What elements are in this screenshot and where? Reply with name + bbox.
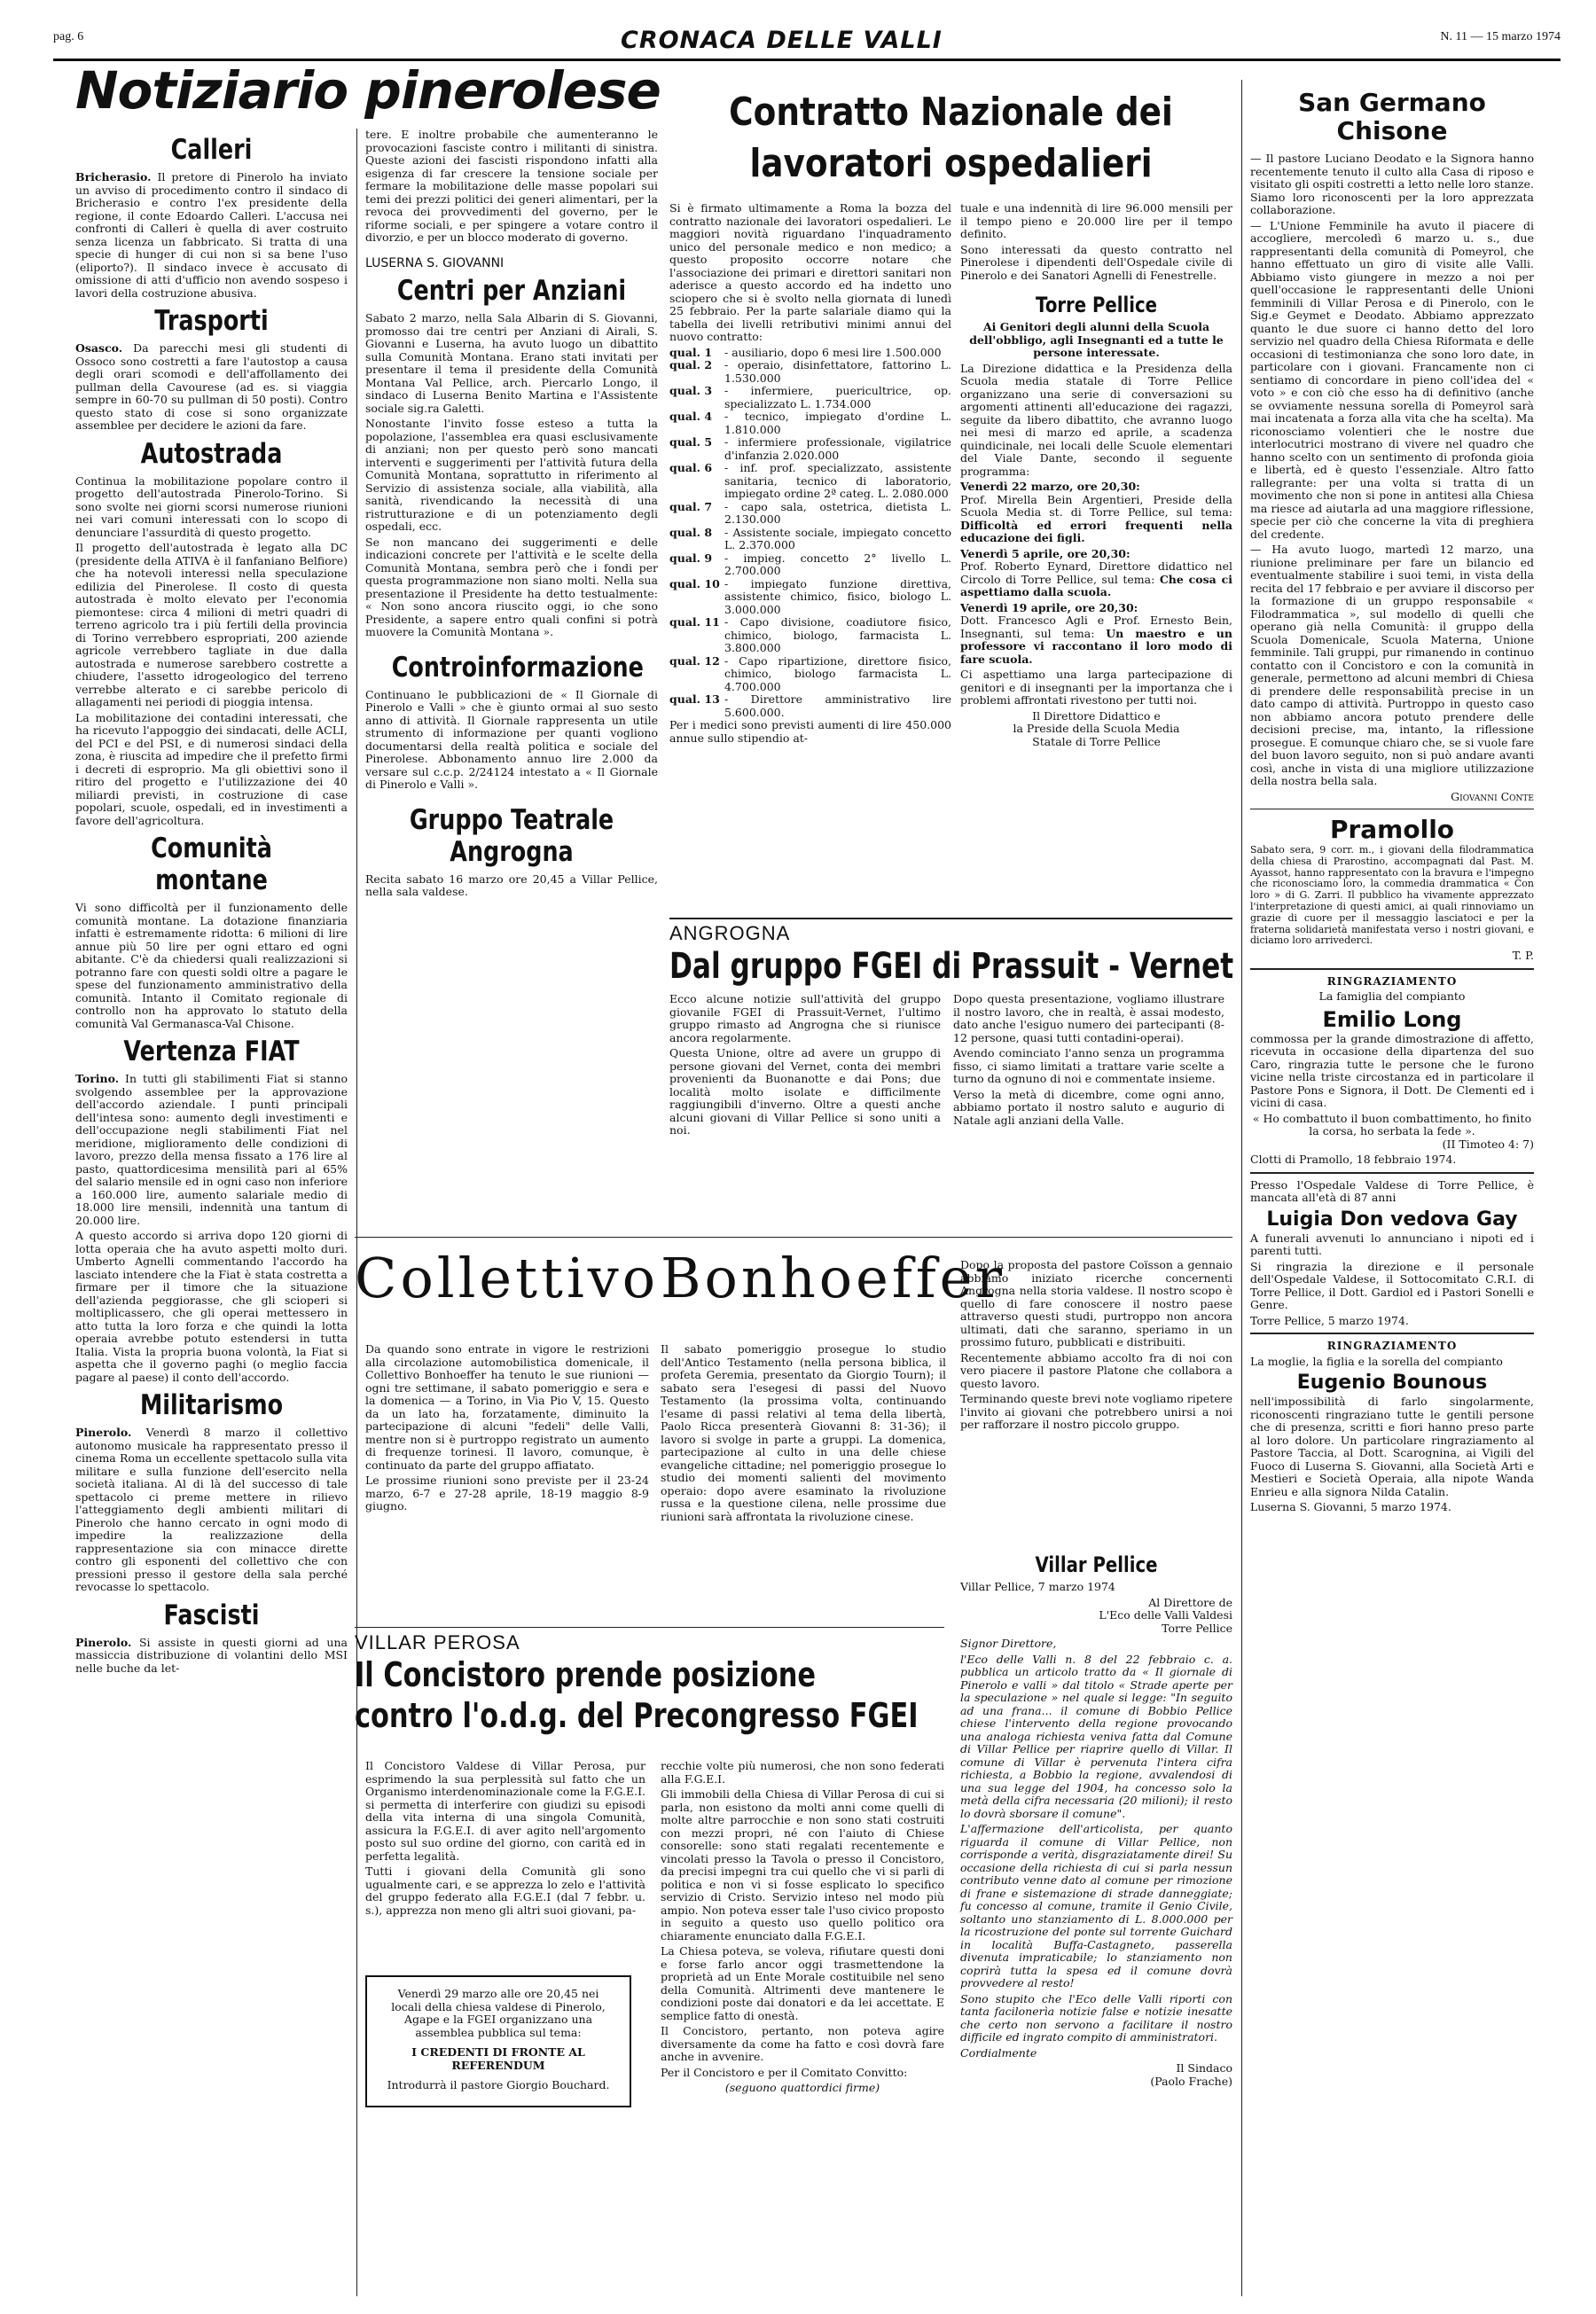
notice-tag: RINGRAZIAMENTO (1326, 1340, 1458, 1353)
divider (355, 1627, 944, 1628)
article-paragraph: Verso la metà di dicembre, come ogni anno, abbiamo portato il nostro saluto e augurio di Natale agli anziani della Valle. (953, 1087, 1224, 1127)
section-title: Notiziario pinerolese (75, 60, 661, 121)
article-paragraph: L'affermazione dell'articolista, per quanto riguarda il comune di Villar Pellice, non corrisponde a verità, disgraziatamente direi! Su occasione della richiesta di cui si parla nessun contributo venne dato al comune per rimozione di frane e sistemazione di strade danneggiate; fu concesso al comune, tramite il Genio Civile, soltanto uno stanziamento di L. 8.000.000 per la ricostruzione del ponte sul torrente Guichard in località Buffa-Castagneto, passerella divenuta impraticabile; lo stanziamento non coprirà tutta la spesa ed il comune dovrà provvedere al resto! (960, 1822, 1232, 1990)
qualification-level: qual. 10 (669, 576, 720, 590)
article-bonhoeffer-b (661, 1343, 946, 1645)
qualification-row (669, 616, 951, 655)
article-paragraph: nell'impossibilità di farlo singolarmente, riconoscenti ringraziano tutte le gentili persone che di presenza, scritti e fiori hanno preso parte al loro dolore. Un particolare ringraziamento al Pastore Taccia, al Dott. Scarognina, ai Vigili del Fuoco di Luserna S. Giovanni, alla Società Arti e Mestieri e Società Operaia, alla nipote Wanda Enrieu e alla signora Nilda Catalin. (1250, 1395, 1534, 1498)
heading-line: contro l'o.d.g. del Precongresso FGEI (355, 1696, 919, 1735)
qualification-detail: - Capo ripartizione, direttore fisico, chimico, biologo farmacista L. 4.700.000 (724, 653, 951, 693)
notice-tag: RINGRAZIAMENTO (1326, 974, 1458, 988)
divider (669, 918, 1232, 919)
headline-villarperosa (355, 1631, 944, 1751)
heading-controinfo: Controinformazione (391, 651, 644, 684)
article-contratto-b (960, 202, 1232, 916)
qualification-level: qual. 11 (669, 615, 720, 629)
article-paragraph: recchie volte più numerosi, che non sono federati alla F.G.E.I. (661, 1759, 944, 1786)
article-angrogna-cont (960, 1259, 1232, 1543)
page-number: pag. 6 (53, 30, 84, 43)
article-paragraph: A funerali avvenuti lo annunciano i nipoti ed i parenti tutti. (1250, 1231, 1534, 1258)
qualification-level: qual. 12 (669, 653, 720, 668)
notice-place: Clotti di Pramollo, 18 febbraio 1974. (1250, 1153, 1457, 1167)
notice-place: Torre Pellice, 5 marzo 1974. (1250, 1313, 1409, 1327)
article-intro: Ai Genitori degli alunni della Scuola dell'obbligo, agli Insegnanti ed a tutte le persone interessate. (969, 320, 1224, 359)
notice-intro: La famiglia del compianto (1318, 989, 1466, 1004)
signature: Statale di Torre Pellice (1032, 734, 1161, 748)
article-paragraph: Da quando sono entrate in vigore le restrizioni alla circolazione automobilistica domenicale, il Collettivo Bonhoeffer ha tenuto le sue riunioni — ogni tre settimane, il sabato pomeriggio e sera e la domenica — a Torino, in Via Pio V, 15. Questo da un lato ha, forzatamente, diminuito la partecipazione di alcuni "fedeli" delle Valli, mentre non si è purtroppo registrato un aumento di frequenze torinesi. Il lavoro, comunque, è continuato da parte del gruppo affiatato. (365, 1342, 649, 1472)
paper-name: CRONACA DELLE VALLI (621, 27, 943, 54)
qualification-row (669, 501, 951, 527)
issue-date: N. 11 — 15 marzo 1974 (1440, 30, 1561, 43)
article-paragraph: La Direzione didattica e la Presidenza della Scuola media statale di Torre Pellice organizzano una serie di conversazioni su argomenti attinenti all'educazione dei ragazzi, seguite da libero dibattito, che avranno luogo nei mesi di marzo ed aprile, a scadenza quindicinale, nei locali delle Scuole elementari del Viale Dante, secondo il seguente programma: (960, 361, 1232, 478)
article-trasporti: Osasco. Da parecchi mesi gli studenti di Ossoco sono costretti a fare l'autostop a causa degli orari scomodi e dell'affollamento dei pullman della Cavourese (ad es. si viaggia sempre in 60-70 su pullman di 50 posti). Contro questo stato di cose si sono organizzate assemblee per decidere le azioni da fare. (75, 341, 348, 432)
column-rule (1241, 80, 1242, 2296)
article-villarperosa-b (661, 1760, 944, 2301)
qualification-row (669, 693, 951, 719)
qualification-level: qual. 4 (669, 410, 713, 423)
qualification-level: qual. 2 (669, 358, 713, 371)
article-paragraph: Sono stupito che l'Eco delle Valli riporti con tanta facilonerìa notizie false e notizie inesatte che certo non servono a facilitare il nostro difficile ed ingrato compito di amministratori. (960, 1991, 1232, 2044)
column-1 (75, 129, 348, 2301)
qualification-level: qual. 9 (669, 551, 713, 565)
notice-name: Eugenio Bounous (1296, 1372, 1488, 1395)
article-paragraph: Si ringrazia la direzione e il personale dell'Ospedale Valdese, il Sottocomitato C.R.I. di Torre Pellice, il Dott. Gardiol ed i Pastori Sonelli e Genre. (1250, 1259, 1534, 1312)
column-rule (356, 129, 357, 2296)
article-villarperosa-a (365, 1760, 645, 1964)
qualification-level: qual. 6 (669, 461, 713, 474)
qualification-detail: - tecnico, impiegato d'ordine L. 1.810.000 (724, 410, 951, 436)
heading-autostrada: Autostrada (140, 437, 283, 470)
heading-part: Bonhoeffer (661, 1246, 1005, 1310)
heading-angrogna: Dal gruppo FGEI di Prassuit - Vernet (669, 946, 1234, 987)
article-paragraph: Gli immobili della Chiesa di Villar Perosa di cui si parla, non esistono da molti anni come quelli di molte altre parrocchie e non sono stati costruiti con mezzi propri, né con l'aiuto di Chiese consorelle: sono stati regalati recentemente e vincolati presso la Tavola o presso il Concistoro, da precisi impegni tra cui quello che vi si parli di politica e non vi si fosse esplicato lo specifico servizio di Cristo. Servizio inteso nel modo più ampio. Non poteva esser tale l'uso civico proposto in seguito a questo uso quello politico ora chiaramente enunciato dalla F.G.E.I. (661, 1787, 944, 1943)
article-paragraph: tere. E inoltre probabile che aumenteranno le provocazioni fasciste contro i militanti di sinistra. Queste azioni dei fascisti rispondono infatti alla esigenza di far crescere la tensione sociale per fermare la mobilitazione delle masse popolari sui temi dei prezzi politici dei generi alimentari, per la revoca dei provvedimenti del governo, per le riforme sociali, e per spingere a votare contro il divorzio, e per un blocco moderato di governo. (365, 128, 658, 244)
heading-comunita: Comunità montane (151, 833, 272, 896)
article-calleri: Bricherasio. Il pretore di Pinerolo ha inviato un avviso di procedimento contro il sindaco di Bricherasio e contro l'ex presidente della regione, il conte Edoardo Calleri. L'accusa nei confronti di Calleri è quella di aver costruito senza licenza un fabbricato. Si tratta di una specie di hunger di cui non si sa bene l'uso (eliporto?). Il sindaco invece è accusato di omissione di atti d'ufficio non avendo sospeso i lavori della costruzione abusiva. (75, 170, 348, 300)
heading-anziani: Centri per Anziani (396, 275, 627, 307)
article-paragraph: Pinerolo. Venerdì 8 marzo il collettivo autonomo musicale ha rappresentato presso il cinema Roma un eccellente spettacolo sulla vita militare e sulla funzione dell'esercito nella società italiana. Al di là del successo di tale spettacolo ci preme mettere in rilievo l'atteggiamento degli ambienti militari di Pinerolo che hanno cercato in ogni modo di impedire la realizzazione della rappresentazione sia con minacce dirette contro gli esponenti del collettivo che con pressioni presso il gestore della sala perché revocasse lo spettacolo. (75, 1426, 348, 1593)
qualification-row (669, 578, 951, 617)
qualification-row (669, 410, 951, 436)
article-paragraph: Il Concistoro, pertanto, non poteva agire diversamente da come ha fatto e così dovrà fare anche in avvenire. (661, 2024, 944, 2063)
qualification-level: qual. 13 (669, 692, 720, 706)
qualification-detail: - Capo divisione, coadiutore fisico, chimico, biologo, farmacista L. 3.800.000 (724, 615, 951, 654)
qualification-row (669, 462, 951, 501)
qualification-detail: - infermiere professionale, vigilatrice d'infanzia 2.020.000 (724, 435, 951, 462)
qualification-row (669, 385, 951, 410)
article-paragraph: Sono interessati da questo contratto nel Pinerolese i dipendenti dell'Ospedale civile di Pinerolo e dei Sanatori Agnelli di Fenestrelle. (960, 242, 1232, 282)
event-3: Venerdì 19 aprile, ore 20,30: Dott. Francesco Agli e Prof. Ernesto Bein, Insegnanti, sul tema: Un maestro e un professore vi raccontano il loro modo di fare scuola. (960, 600, 1232, 666)
letter-close: Cordialmente (960, 2045, 1037, 2060)
article-paragraph: tuale e una indennità di lire 96.000 mensili per il tempo pieno e 20.000 lire per il tempo definito. (960, 201, 1232, 240)
heading-fascisti: Fascisti (163, 1599, 260, 1631)
place-tag: ANGROGNA (669, 922, 791, 944)
notice-name: Luigia Don vedova Gay (1266, 1208, 1518, 1231)
notice-intro: Presso l'Ospedale Valdese di Torre Pellice, è mancata all'età di 87 anni (1250, 1177, 1534, 1205)
qualification-level: qual. 3 (669, 384, 713, 397)
qualification-list (669, 347, 951, 720)
article-paragraph: Terminando queste brevi note vogliamo ripetere l'invito ai giovani che potrebbero unirsi a noi per rafforzare il nostro piccolo gruppo. (960, 1392, 1232, 1431)
article-paragraph: Recentemente abbiamo accolto fra di noi con vero piacere il pastore Platone che collabora a questo lavoro. (960, 1350, 1232, 1390)
article-bonhoeffer-a (365, 1343, 649, 1645)
article-angrogna (669, 922, 1232, 1259)
article-paragraph: Se non mancano dei suggerimenti e delle indicazioni concrete per l'attività e le scelte della Comunità Montana, sembra però che i fondi per questa programmazione non siano molti. Nella sua presentazione il Presidente ha detto testualmente: « Non sono ancora riuscito oggi, io che sono Presidente, a sapere entro quali confini si potrà muovere la Comunità Montana ». (365, 535, 658, 638)
heading-fiat: Vertenza FIAT (123, 1036, 300, 1067)
qualification-detail: - capo sala, ostetrica, dietista L. 2.130.000 (724, 499, 951, 526)
place-tag: LUSERNA S. GIOVANNI (365, 255, 505, 270)
qualification-level: qual. 8 (669, 525, 713, 539)
article-paragraph: Il Concistoro Valdese di Villar Perosa, pur esprimendo la sua perplessità sul fatto che un Organismo interdenominazionale come la F.G.E.I. si permetta di interferire con giudizi su episodi della vita interna di una singola Comunità, assicura la F.G.E.I. di aver agito nell'argomento posto sul suo ordine del giorno, con carità ed in perfetta legalità. (365, 1759, 645, 1863)
signature: Giovanni Conte (1451, 789, 1534, 803)
box-text: Venerdì 29 marzo alle ore 20,45 nei locali della chiesa valdese di Pinerolo, Agape e la FGEI organizzano una assemblea pubblica sul tema: (391, 1987, 606, 2039)
article-paragraph: Continuano le pubblicazioni de « Il Giornale di Pinerolo e Valli » che è giunto ormai al suo sesto anno di attività. Il Giornale rappresenta un utile strumento di informazione per quanti vogliono documentarsi della realtà politica e sociale del Pinerolese. Abbonamento annuo lire 2.000 da versare sul c.c.p. 2/24124 intestato a « Il Giornale di Pinerolo e Valli ». (365, 687, 658, 791)
letter-date: Villar Pellice, 7 marzo 1974 (960, 1580, 1115, 1593)
article-paragraph: Ecco alcune notizie sull'attività del gruppo giovanile FGEI di Prassuit-Vernet, l'ultimo gruppo rimasto ad Angrogna che si riunisce ancora regolarmente. (669, 992, 941, 1044)
qualification-detail: - impiegato funzione direttiva, assistente chimico, fisico, biologo L. 3.000.000 (724, 576, 951, 616)
heading-line: Il Concistoro prende posizione (355, 1655, 816, 1694)
qualification-row (669, 359, 951, 385)
article-paragraph: Pinerolo. Si assiste in questi giorni ad una massiccia distribuzione di volantini dello MSI nelle buche da let- (75, 1635, 348, 1675)
divider (355, 1237, 1232, 1238)
qualification-level: qual. 7 (669, 499, 713, 513)
signature: T. P. (1512, 949, 1534, 963)
article-paragraph: Continua la mobilitazione popolare contro il progetto dell'autostrada Pinerolo-Torino. Si sono svolte nei giorni scorsi numerose riunioni nei vari comuni interessati con lo scopo di denunciare l'assurdità di questo progetto. (75, 473, 348, 539)
article-paragraph: Tutti i giovani della Comunità gli sono ugualmente cari, e se apprezza lo zelo e l'attività del gruppo federato alla F.G.E.I (dal 7 febbr. u. s.), apprezza non meno gli altri suoi giovani, pa- (365, 1864, 645, 1917)
article-paragraph: Sabato 2 marzo, nella Sala Albarin di S. Giovanni, promosso dai tre centri per Anziani di Airali, S. Giovanni e Luserna, ha avuto luogo un dibattito sulla Comunità Montana. Erano stati invitati per presentare il tema il presidente della Comunità Montana Val Pellice, arch. Piercarlo Longo, il sindaco di Luserna Benito Martina e l'Assistente sociale sig.ra Galetti. (365, 311, 658, 415)
article-paragraph: — Il pastore Luciano Deodato e la Signora hanno recentemente tenuto il culto alla Casa di riposo e visitato gli ospiti costretti a letto nelle loro stanze. Siamo loro riconoscenti per la loro apprezzata collaborazione. (1250, 152, 1534, 216)
qualification-row (669, 655, 951, 694)
box-title: I CREDENTI DI FRONTE AL REFERENDUM (411, 2045, 585, 2072)
article-paragraph: — L'Unione Femminile ha avuto il piacere di accogliere, mercoledì 6 marzo u. s., due rappresentanti della comunità di Pomeyrol, che hanno effettuato un giro di visite alle Valli. Abbiamo visto giungere in mezzo a noi per quell'occasione le rappresentanti delle Unioni femminili di Villar Perosa e di Pinerolo, con le Sig.e Geymet e Deodato. Abbiamo apprezzato quanto le due suore ci hanno detto del loro servizio nel quadro della Chiesa Riformata e delle occasioni di testimonianza che sono loro date, in particolare con i giovani. Francamente non ci sentiamo di concordare in pieno coll'idea del « voto » e con ciò che esso ha di definitivo (anche se ovviamente nessuna sorella di Pomeyrol sarà mai incatenata a forza alla vita che ha scelta). Ma riconosciamo volentieri che le nostre due interlocutrici mostrano di vivere nel quadro che hanno scelto con un sentimento di profonda gioia e libertà, ed è questo l'essenziale. Altro fatto rallegrante: per una volta si tratta di un movimento che non si pone in antitesi alla Chiesa ma riesce ad aiutarla ad una maggiore riflessione, specie per ciò che concerne la vita di preghiera del credente. (1250, 218, 1534, 541)
article-paragraph: Questa Unione, oltre ad avere un gruppo di persone giovani del Vernet, conta dei membri provenienti da Buonanotte e dai Pons; due località molto isolate e difficilmente raggiungibili d'inverno. Oltre a questi anche alcuni giovani di Villar Pellice si sono uniti a noi. (669, 1046, 941, 1137)
event-box (365, 1975, 631, 2188)
qualification-row (669, 436, 951, 462)
qualification-level: qual. 1 (669, 345, 713, 359)
article-paragraph: commossa per la grande dimostrazione di affetto, ricevuta in occasione della dipartenza del suo Caro, ringrazia tutte le persone che le furono vicine nella triste circostanza ed in particolare il Pastore Pons e Signora, il Dott. De Clementi ed i vicini di casa. (1250, 1031, 1534, 1110)
headline-contratto: Contratto Nazionale dei lavoratori ospedalieri (729, 90, 1173, 186)
heading-torre: Torre Pellice (1036, 293, 1157, 317)
heading-pramollo: Pramollo (1329, 815, 1455, 844)
article-paragraph: Avendo cominciato l'anno senza un programma fisso, ci siamo limitati a trattare varie scelte a turno da ognuno di noi e commentate insieme. (953, 1046, 1224, 1085)
article-paragraph: — Ha avuto luogo, martedì 12 marzo, una riunione preliminare per fare un bilancio ed eventualmente stabilire i suoi temi, in vista della recita del 17 febbraio e per avviare il discorso per la formazione di un gruppo responsabile « Filodrammatica », sul modello di quelli che operano già nella Comunità: il gruppo della Scuola Domenicale, Scuola Materna, Unione femminile. Tali gruppi, pur rimanendo in continuo contatto con il Concistoro e con la comunità in generale, permettono ad alcuni membri di Chiesa di prendere delle responsabilità precise in un dato campo di attività. Purtroppo in questo caso non abbiamo ancora potuto prendere delle decisioni precise, ma, intanto, la riflessione prosegue. E comunque chiaro che, se si vuole fare del buon lavoro seguito, non si può andare avanti così, anche in vista di una migliore utilizzazione della nostra bella sala. (1250, 543, 1534, 787)
signature: Il Sindaco (1176, 2061, 1232, 2075)
heading-calleri: Calleri (170, 134, 253, 166)
qualification-detail: - impieg. concetto 2° livello L. 2.700.000 (724, 551, 951, 577)
letter-recipient: Al Direttore de (1148, 1595, 1232, 1609)
letter-recipient: Torre Pellice (1162, 1621, 1232, 1635)
notice-intro: La moglie, la figlia e la sorella del compianto (1250, 1354, 1503, 1368)
event-1: Venerdì 22 marzo, ore 20,30: Prof. Mirella Bein Argentieri, Preside della Scuola Media st. di Torre Pellice, sul tema: Difficoltà ed errori frequenti nella educazione dei figli. (960, 480, 1232, 544)
article-paragraph: Torino. In tutti gli stabilimenti Fiat si stanno svolgendo assemblee per la approvazione dell'accordo aziendale. I punti principali dell'intesa sono: aumento degli investimenti e dell'occupazione negli stabilimenti Fiat nel meridione, miglioramento delle condizioni di lavoro, prezzo della mensa fissato a 176 lire al pasto, quattordicesima mensilità pari al 65% del salario mensile ed in ogni caso non inferiore a 160.000 lire, aumento salariale medio di 18.000 lire mensili, indennità una tantum di 20.000 lire. (75, 1072, 348, 1227)
article-paragraph: Recita sabato 16 marzo ore 20,45 a Villar Pellice, nella sala valdese. (365, 872, 658, 898)
article-paragraph: Il progetto dell'autostrada è legato alla DC (presidente della ATIVA è il fanfaniano Belfiore) che ha notevoli interessi nella speculazione edilizia del Pinerolese. Il costo di questa autostrada è molto elevato per l'economia piemontese: circa 4 milioni di metri quadri di terreno agricolo tra i più fertili della provincia di Torino verrebbero espropriati, 200 aziende agricole verrebbero tagliate in due dalla autostrada e numerose sarebbero costrette a chiudere, l'assetto idrogeologico del terreno verrebbe alterato e ci sarebbe pericolo di allagamenti nei periodi di pioggia intensa. (75, 541, 348, 708)
qualification-row (669, 527, 951, 552)
article-paragraph: Per il Concistoro e per il Comitato Convitto: (661, 2065, 908, 2079)
notice-place: Luserna S. Giovanni, 5 marzo 1974. (1250, 1500, 1451, 1514)
article-paragraph: A questo accordo si arriva dopo 120 giorni di lotta operaia che ha avuto aspetti molto duri. Umberto Agnelli commentando l'accordo ha lasciato intendere che la Fiat è stata costretta a firmare per il timore che la situazione dell'azienda peggiorasse, che gli scioperi si moltiplicassero, che gli operai mettessero in atto tutta la loro forza e che quindi la lotta operaia avrebbe potuto estendersi in tutta Italia. Vista la propria buona volontà, la Fiat si aspetta che il governo paghi (o meglio faccia pagare al paese) il conto dell'accordo. (75, 1229, 348, 1384)
heading-sangermano: San Germano Chisone (1298, 88, 1486, 145)
article-paragraph: La Chiesa poteva, se voleva, rifiutare questi doni e forse farlo ancor oggi trasmettendone la proprietà ad un Ente Morale costituibile nel seno della Comunità. Altrimenti deve mantenere le condizioni poste dai donatori e da lei accettate. E semplice fatto di onestà. (661, 1944, 944, 2022)
masthead (53, 27, 1561, 61)
quote-source: (II Timoteo 4: 7) (1442, 1137, 1534, 1151)
headline-bonhoeffer (355, 1246, 1005, 1334)
qualification-row (669, 552, 951, 578)
quote: « Ho combattuto il buon combattimento, ho finito la corsa, ho serbata la fede ». (1252, 1111, 1532, 1138)
signature: (Paolo Frache) (1150, 2074, 1232, 2088)
article-paragraph: Dopo questa presentazione, vogliamo illustrare il nostro lavoro, che in realtà, è assai modesto, dato anche l'esiguo numero dei partecipanti (8-12 persone, quasi tutti contadini-operai). (953, 992, 1224, 1044)
article-paragraph: Il sabato pomeriggio prosegue lo studio dell'Antico Testamento (nella persona biblica, il profeta Geremia, presentato da Giorgio Tourn); il sabato sera l'esegesi di passi del Nuovo Testamento (la prossima volta, continuando l'esame di passi relativi al tema della libertà, Paolo Ricca presenterà Giovanni 8: 31-36); il lavoro si svolge in parte a gruppi. La domenica, partecipazione al culto in una delle chiese evangeliche cittadine; nel pomeriggio prosegue lo studio dei momenti salienti del movimento operaio: dopo avere esaminato la rivoluzione russa e la questione cilena, nelle prossime due riunioni sarà affrontata la rivoluzione cinese. (661, 1342, 946, 1523)
heading-part: Collettivo (355, 1246, 660, 1310)
article-paragraph: Nonostante l'invito fosse esteso a tutta la popolazione, l'assemblea era quasi esclusivamente di anziani; non per questo però sono mancati interventi e suggerimenti per l'attività futura della Comunità Montana, soprattutto in riferimento al Servizio di assistenza sociale, alla viabilità, alla sanità, rivendicando la necessità di una ristrutturazione e di un potenziamento degli ospedali, ecc. (365, 417, 658, 533)
article-paragraph: Si è firmato ultimamente a Roma la bozza del contratto nazionale dei lavoratori ospedalieri. Le maggiori novità riguardano l'inquadramento unico del personale medico e non medico; a questo proposito occorre notare che l'associazione dei primari e direttori sanitari non aderisce a questo accordo ed ha indetto uno sciopero che si è svolto nella giornata di lunedì 25 febbraio. Per la parte salariale diamo qui la tabella dei livelli retributivi minimi annui del nuovo contratto: (669, 201, 951, 343)
article-paragraph: Sabato sera, 9 corr. m., i giovani della filodrammatica della chiesa di Prarostino, accompagnati dal Past. M. Ayassot, hanno rappresentato con la bravura e l'impegno che riconosciamo loro, la commedia drammatica « Con loro » di G. Zarri. Il pubblico ha vivamente apprezzato l'interpretazione di questi amici, ai quali rinnoviamo un grazie di cuore per il messaggio lasciatoci e per la fraterna solidarietà manifestata verso i nostri giovani, e diciamo loro arrivederci. (1250, 844, 1534, 947)
event-2: Venerdì 5 aprile, ore 20,30: Prof. Roberto Eynard, Direttore didattico nel Circolo di Torre Pellice, sul tema: Che cosa ci aspettiamo dalla scuola. (960, 546, 1232, 598)
signature: (seguono quattordici firme) (724, 2081, 880, 2094)
qualification-detail: - ausiliario, dopo 6 mesi lire 1.500.000 (724, 345, 942, 359)
letter-recipient: L'Eco delle Valli Valdesi (1099, 1608, 1232, 1622)
qualification-detail: - infermiere, puericultrice, op. specializzato L. 1.734.000 (724, 384, 951, 410)
qualification-detail: - operaio, disinfettatore, fattorino L. 1.530.000 (724, 358, 951, 385)
heading-militarismo: Militarismo (139, 1389, 284, 1421)
article-paragraph: Ci aspettiamo una larga partecipazione di genitori e di insegnanti per la importanza che i problemi affrontati rivestono per tutti noi. (960, 668, 1232, 707)
article-paragraph: l'Eco delle Valli n. 8 del 22 febbraio c. a. pubblica un articolo tratto da « Il giornale di Pinerolo e valli » dal titolo « Strade aperte per la speculazione » nel quale si legge: "In seguito ad una frana... il comune di Bobbio Pellice chiese l'intervento della regione provocando una analoga richiesta veniva fatta dal Comune di Villar Pellice per riaprire quello di Villar. Il comune di Villar è pervenuta l'intera cifra richiesta, a Bobbio la regione, avvalendosi di una sua legge del 1904, ha concesso solo la metà della cifra necessaria (20 milioni); il resto lo dovrà sborsare il comune". (960, 1652, 1232, 1820)
qualification-detail: - inf. prof. specializzato, assistente sanitaria, tecnico di laboratorio, impiegato ordine 2ª categ. L. 2.080.000 (724, 461, 951, 500)
article-paragraph: Le prossime riunioni sono previste per il 23-24 marzo, 6-7 e 27-28 aprile, 18-19 maggio 8-9 giugno. (365, 1474, 649, 1513)
letter-salutation: Signor Direttore, (960, 1637, 1057, 1650)
signature: la Preside della Scuola Media (1013, 722, 1180, 735)
heading-villarpellice: Villar Pellice (1035, 1552, 1158, 1577)
heading-trasporti: Trasporti (154, 305, 269, 337)
article-paragraph: Per i medici sono previsti aumenti di lire 450.000 annue sullo stipendio at- (669, 718, 951, 745)
heading-teatrale: Gruppo Teatrale Angrogna (409, 803, 614, 868)
article-paragraph: Dopo la proposta del pastore Coïsson a gennaio abbiamo iniziato ricerche concernenti Angrogna nella storia valdese. Il nostro scopo è quello di fare conoscere il nostro paese attraverso questi studi, purtroppo non ancora ultimati, dati che saranno, speriamo in un prossimo futuro, pubblicati e distribuiti. (960, 1258, 1232, 1349)
qualification-detail: - Direttore amministrativo lire 5.600.000. (724, 692, 951, 719)
place-tag: VILLAR PEROSA (355, 1631, 520, 1653)
article-villarpellice (960, 1547, 1232, 2301)
box-text: Introdurrà il pastore Giorgio Bouchard. (387, 2078, 610, 2091)
qualification-level: qual. 5 (669, 435, 713, 449)
qualification-detail: - Assistente sociale, impiegato concetto L. 2.370.000 (724, 525, 951, 551)
article-contratto-a (669, 202, 951, 916)
column-right (1250, 89, 1534, 2301)
article-paragraph: La mobilitazione dei contadini interessati, che ha ricevuto l'appoggio dei sindacati, delle ACLI, del PCI e del PSI, e di numerosi sindaci della zona, è riuscita ad impedire che il prefetto firmi i decreti di esproprio. Ma gli obiettivi sono il ritiro del progetto e l'utilizzazione dei 40 miliardi previsti, in costruzione di case popolari, scuole, ospedali, ed in investimenti a favore dell'agricoltura. (75, 710, 348, 827)
qualification-row (669, 347, 951, 360)
column-2 (365, 129, 658, 1237)
signature: Il Direttore Didattico e (1032, 708, 1161, 723)
article-paragraph: Vi sono difficoltà per il funzionamento delle comunità montane. La dotazione finanziaria infatti è estremamente ridotta: 6 milioni di lire annue più 50 lire per ogni ettaro ed ogni abitante. C'è da chiedersi quali realizzazioni si potranno fare con questi soldi oltre a pagare le spese del funzionamento amministrativo della comunità. Intanto il Comitato regionale di controllo non ha approvato lo statuto della comunità Val Germanasca-Val Chisone. (75, 901, 348, 1030)
notice-name: Emilio Long (1322, 1006, 1462, 1032)
